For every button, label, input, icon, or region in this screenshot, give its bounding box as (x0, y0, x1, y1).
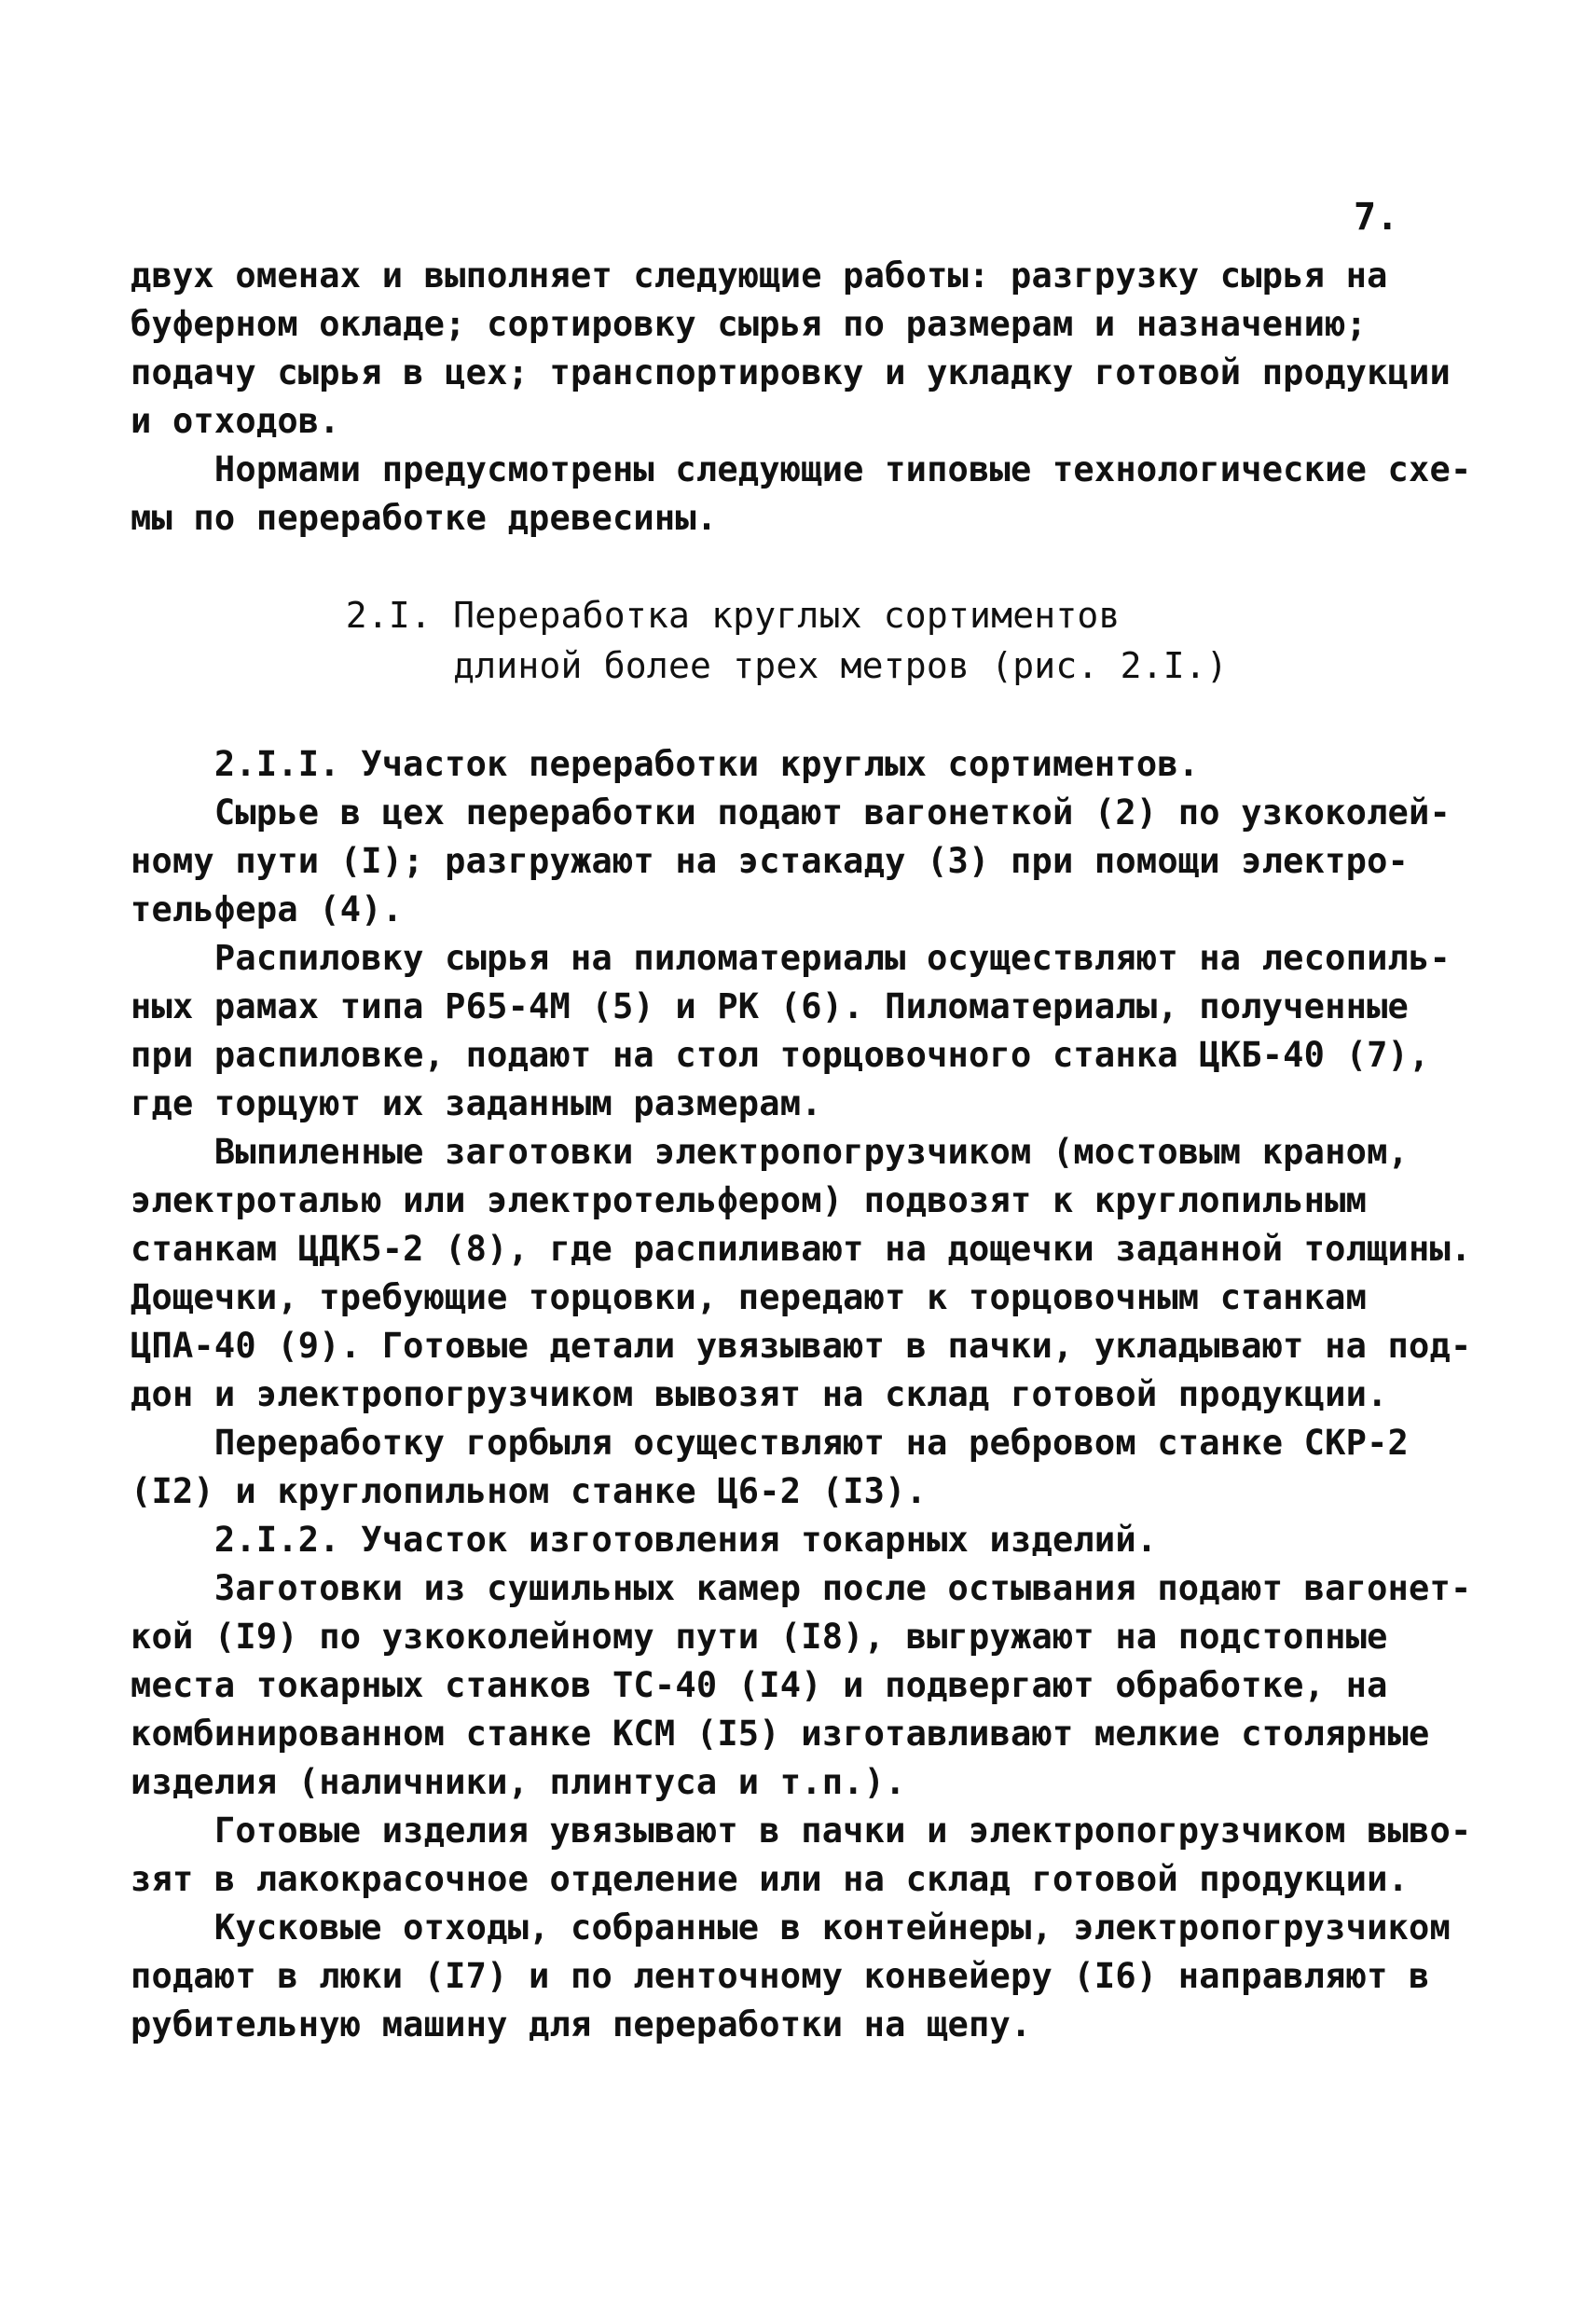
text-line: изделия (наличники, плинтуса и т.п.). (131, 1762, 906, 1802)
text-line: ных рамах типа Р65-4М (5) и РК (6). Пиломатериалы, полученные (131, 986, 1410, 1026)
text-line: и отходов. (131, 401, 340, 441)
text-line: зят в лакокрасочное отделение или на склад готовой продукции. (131, 1859, 1410, 1899)
section-heading-line-2: длиной более трех метров (рис. 2.I.) (131, 645, 1228, 686)
text-line: дон и электропогрузчиком вывозят на склад готовой продукции. (131, 1374, 1388, 1414)
subsection-heading: 2.I.2. Участок изготовления токарных изделий. (131, 1520, 1158, 1560)
text-line: станкам ЦДК5-2 (8), где распиливают на дощечки заданной толщины. (131, 1229, 1472, 1269)
text-line: Распиловку сырья на пиломатериалы осуществляют на лесопиль- (131, 938, 1451, 978)
text-line: комбинированном станке КСМ (I5) изготавливают мелкие столярные (131, 1714, 1430, 1754)
text-line: подают в люки (I7) и по ленточному конвейеру (I6) направляют в (131, 1956, 1430, 1996)
text-line: двух оменах и выполняет следующие работы: разгрузку сырья на (131, 255, 1388, 296)
text-line: электроталью или электротельфером) подвозят к круглопильным (131, 1180, 1368, 1220)
text-line: кой (I9) по узкоколейному пути (I8), выгружают на подстопные (131, 1617, 1388, 1657)
text-line: буферном окладе; сортировку сырья по размерам и назначению; (131, 304, 1368, 344)
text-line: ЦПА-40 (9). Готовые детали увязывают в пачки, укладывают на под- (131, 1326, 1472, 1366)
text-line: мы по переработке древесины. (131, 498, 718, 538)
text-line: при распиловке, подают на стол торцовочного станка ЦКБ-40 (7), (131, 1035, 1430, 1075)
text-line: где торцуют их заданным размерам. (131, 1083, 822, 1123)
text-line: ному пути (I); разгружают на эстакаду (3) при помощи электро- (131, 841, 1410, 881)
text-line: Сырье в цех переработки подают вагонеткой (2) по узкоколей- (131, 792, 1451, 833)
text-line: подачу сырья в цех; транспортировку и укладку готовой продукции (131, 352, 1451, 392)
text-line: места токарных станков ТС-40 (I4) и подвергают обработке, на (131, 1665, 1388, 1705)
text-line: Переработку горбыля осуществляют на ребровом станке СКР-2 (131, 1423, 1410, 1463)
text-line: Кусковые отходы, собранные в контейнеры, электропогрузчиком (131, 1907, 1451, 1948)
text-line: (I2) и круглопильном станке Ц6-2 (I3). (131, 1471, 928, 1511)
subsection-heading: 2.I.I. Участок переработки круглых сортиментов. (131, 744, 1200, 784)
page-number: 7. (1354, 196, 1399, 239)
section-heading-line-1: 2.I. Переработка круглых сортиментов (131, 595, 1121, 636)
text-line: Нормами предусмотрены следующие типовые технологические схе- (131, 449, 1472, 489)
text-line: Готовые изделия увязывают в пачки и электропогрузчиком выво- (131, 1810, 1472, 1851)
text-line: Выпиленные заготовки электропогрузчиком (мостовым краном, (131, 1132, 1410, 1172)
text-line: Дощечки, требующие торцовки, передают к торцовочным станкам (131, 1277, 1368, 1317)
text-line: Заготовки из сушильных камер после остывания подают вагонет- (131, 1568, 1472, 1608)
text-line: рубительную машину для переработки на щепу. (131, 2004, 1032, 2045)
text-line: тельфера (4). (131, 889, 404, 929)
